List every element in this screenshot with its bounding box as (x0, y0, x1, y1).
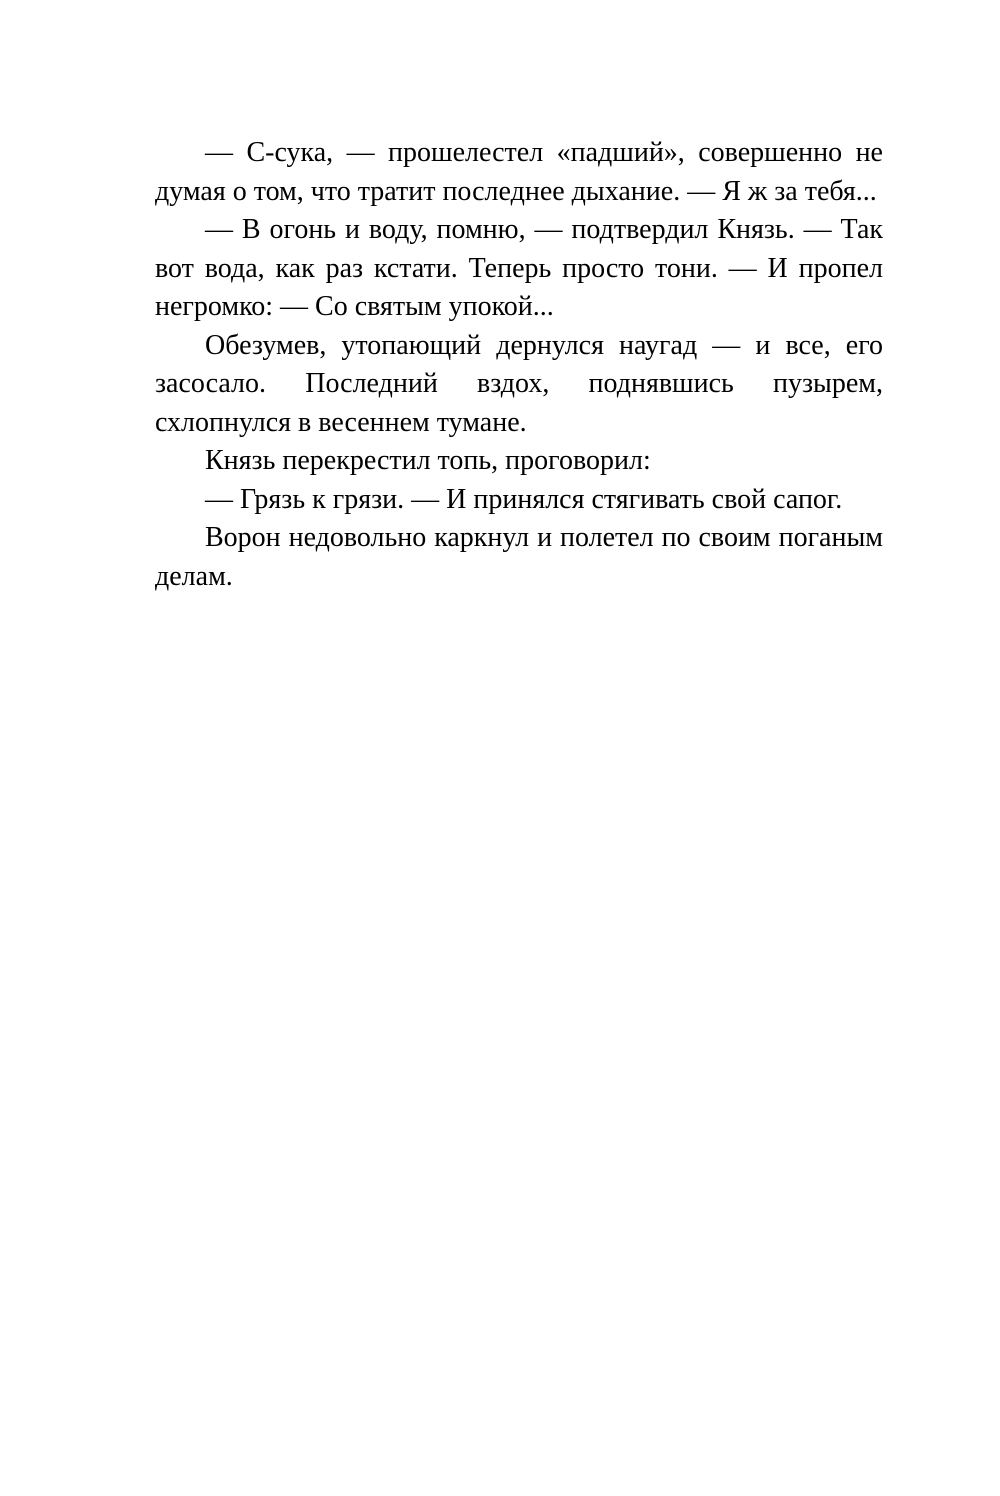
paragraph: Обезумев, утопающий дернулся наугад — и все, его засосало. Последний вздох, поднявшись пузырем, схлопнулся в весеннем тумане. (155, 329, 883, 438)
paragraph: — С-сука, — прошелестел «падший», совершенно не думая о том, что тратит последнее дыхание. — Я ж за тебя... (155, 137, 883, 207)
paragraph: Ворон недовольно каркнул и полетел по своим поганым делам. (155, 522, 883, 592)
paragraph: Князь перекрестил топь, проговорил: (205, 445, 651, 476)
paragraph: — В огонь и воду, помню, — подтвердил Князь. — Так вот вода, как раз кстати. Теперь просто тони. — И пропел негромко: — Со святым упокой... (155, 214, 883, 322)
paragraph: — Грязь к грязи. — И принялся стягивать свой сапог. (205, 483, 843, 515)
page-text-block (155, 134, 883, 596)
